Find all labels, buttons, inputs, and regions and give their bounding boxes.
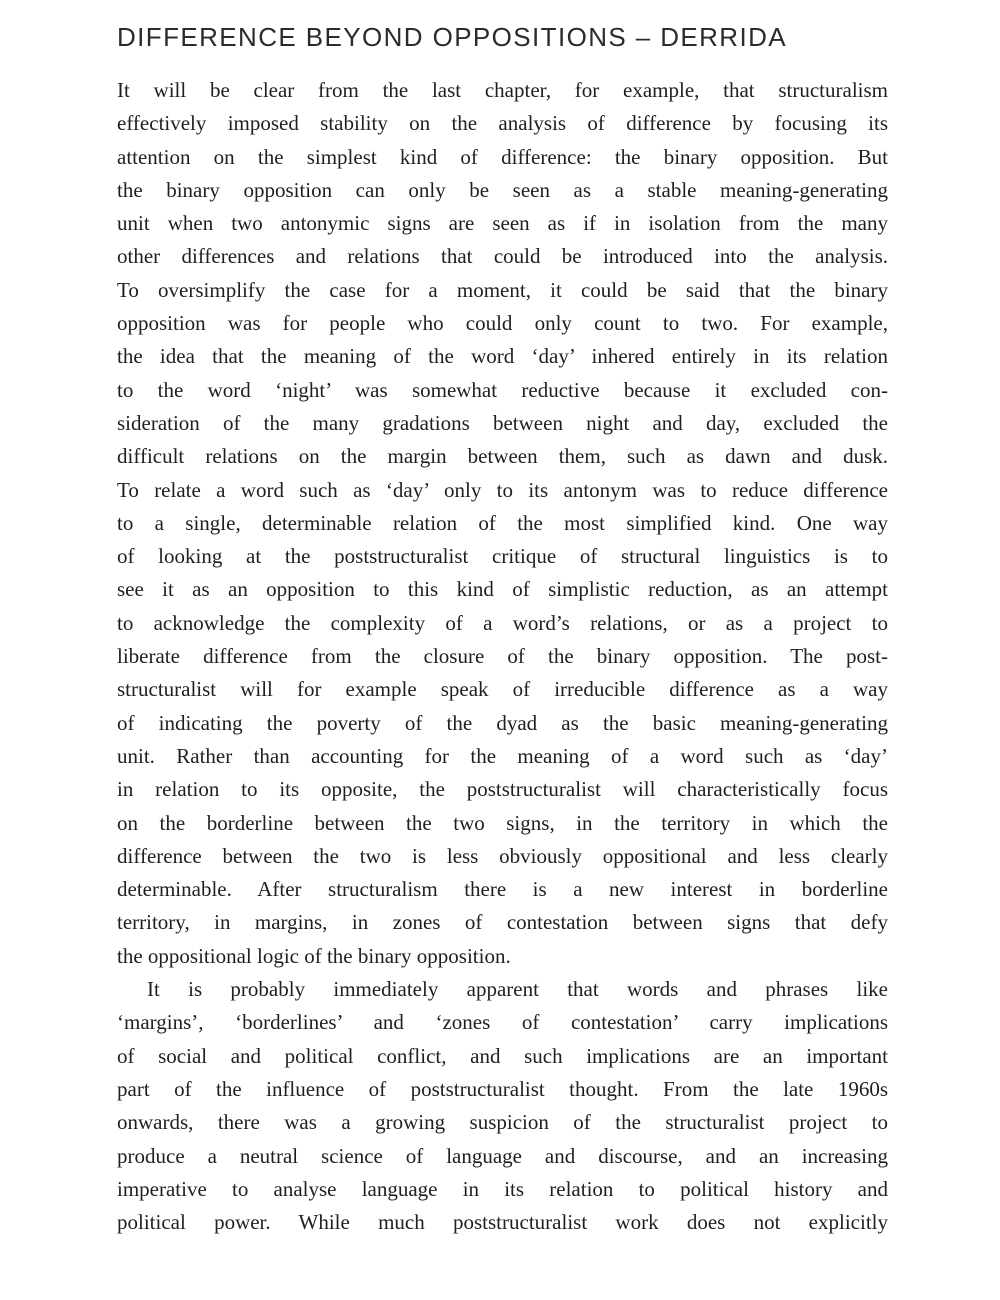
text-line: sideration of the many gradations between night and day, excluded the <box>117 410 888 435</box>
text-line: To relate a word such as ‘day’ only to its antonym was to reduce difference <box>117 477 888 502</box>
text-line: determinable. After structuralism there is a new interest in borderline <box>117 877 888 902</box>
text-line: to the word ‘night’ was somewhat reductive because it excluded con- <box>117 377 888 402</box>
text-line: the idea that the meaning of the word ‘day’ inhered entirely in its relation <box>117 344 888 369</box>
text-body <box>117 74 888 1239</box>
text-line: of social and political conflict, and such implications are an important <box>117 1043 888 1068</box>
text-line: part of the influence of poststructuralist thought. From the late 1960s <box>117 1076 888 1101</box>
text-line: difficult relations on the margin between them, such as dawn and dusk. <box>117 444 888 469</box>
text-line: the oppositional logic of the binary opposition. <box>117 943 511 968</box>
text-line: of looking at the poststructuralist critique of structural linguistics is to <box>117 544 888 569</box>
chapter-heading: DIFFERENCE BEYOND OPPOSITIONS – DERRIDA <box>117 22 788 52</box>
text-line: onwards, there was a growing suspicion of the structuralist project to <box>117 1110 888 1135</box>
text-line: attention on the simplest kind of difference: the binary opposition. But <box>117 144 888 169</box>
text-line: other differences and relations that could be introduced into the analysis. <box>117 244 888 269</box>
text-line: effectively imposed stability on the analysis of difference by focusing its <box>117 111 888 136</box>
paragraph <box>117 973 888 1239</box>
text-line: opposition was for people who could only count to two. For example, <box>117 311 888 336</box>
text-line: in relation to its opposite, the poststructuralist will characteristically focus <box>117 777 888 802</box>
text-line: unit. Rather than accounting for the meaning of a word such as ‘day’ <box>117 743 888 768</box>
text-line: ‘margins’, ‘borderlines’ and ‘zones of contestation’ carry implications <box>117 1010 888 1035</box>
text-line: produce a neutral science of language and discourse, and an increasing <box>117 1143 888 1168</box>
text-line: unit when two antonymic signs are seen as if in isolation from the many <box>117 211 888 236</box>
text-line: territory, in margins, in zones of contestation between signs that defy <box>117 910 888 935</box>
paragraph <box>117 74 888 973</box>
text-line: difference between the two is less obviously oppositional and less clearly <box>117 843 888 868</box>
text-line: on the borderline between the two signs, in the territory in which the <box>117 810 888 835</box>
text-line: It is probably immediately apparent that words and phrases like <box>147 977 888 1002</box>
text-line: To oversimplify the case for a moment, it could be said that the binary <box>117 277 888 302</box>
text-line: of indicating the poverty of the dyad as the basic meaning-generating <box>117 710 888 735</box>
text-line: to acknowledge the complexity of a word’s relations, or as a project to <box>117 610 888 635</box>
text-line: structuralist will for example speak of irreducible difference as a way <box>117 677 888 702</box>
text-line: liberate difference from the closure of the binary opposition. The post- <box>117 644 888 669</box>
text-line: It will be clear from the last chapter, for example, that structuralism <box>117 78 888 102</box>
text-line: to a single, determinable relation of the most simplified kind. One way <box>117 510 888 535</box>
text-line: imperative to analyse language in its relation to political history and <box>117 1176 888 1201</box>
text-line: see it as an opposition to this kind of simplistic reduction, as an attempt <box>117 577 888 602</box>
text-line: the binary opposition can only be seen as a stable meaning-generating <box>117 177 888 202</box>
text-line: political power. While much poststructuralist work does not explicitly <box>117 1210 888 1235</box>
